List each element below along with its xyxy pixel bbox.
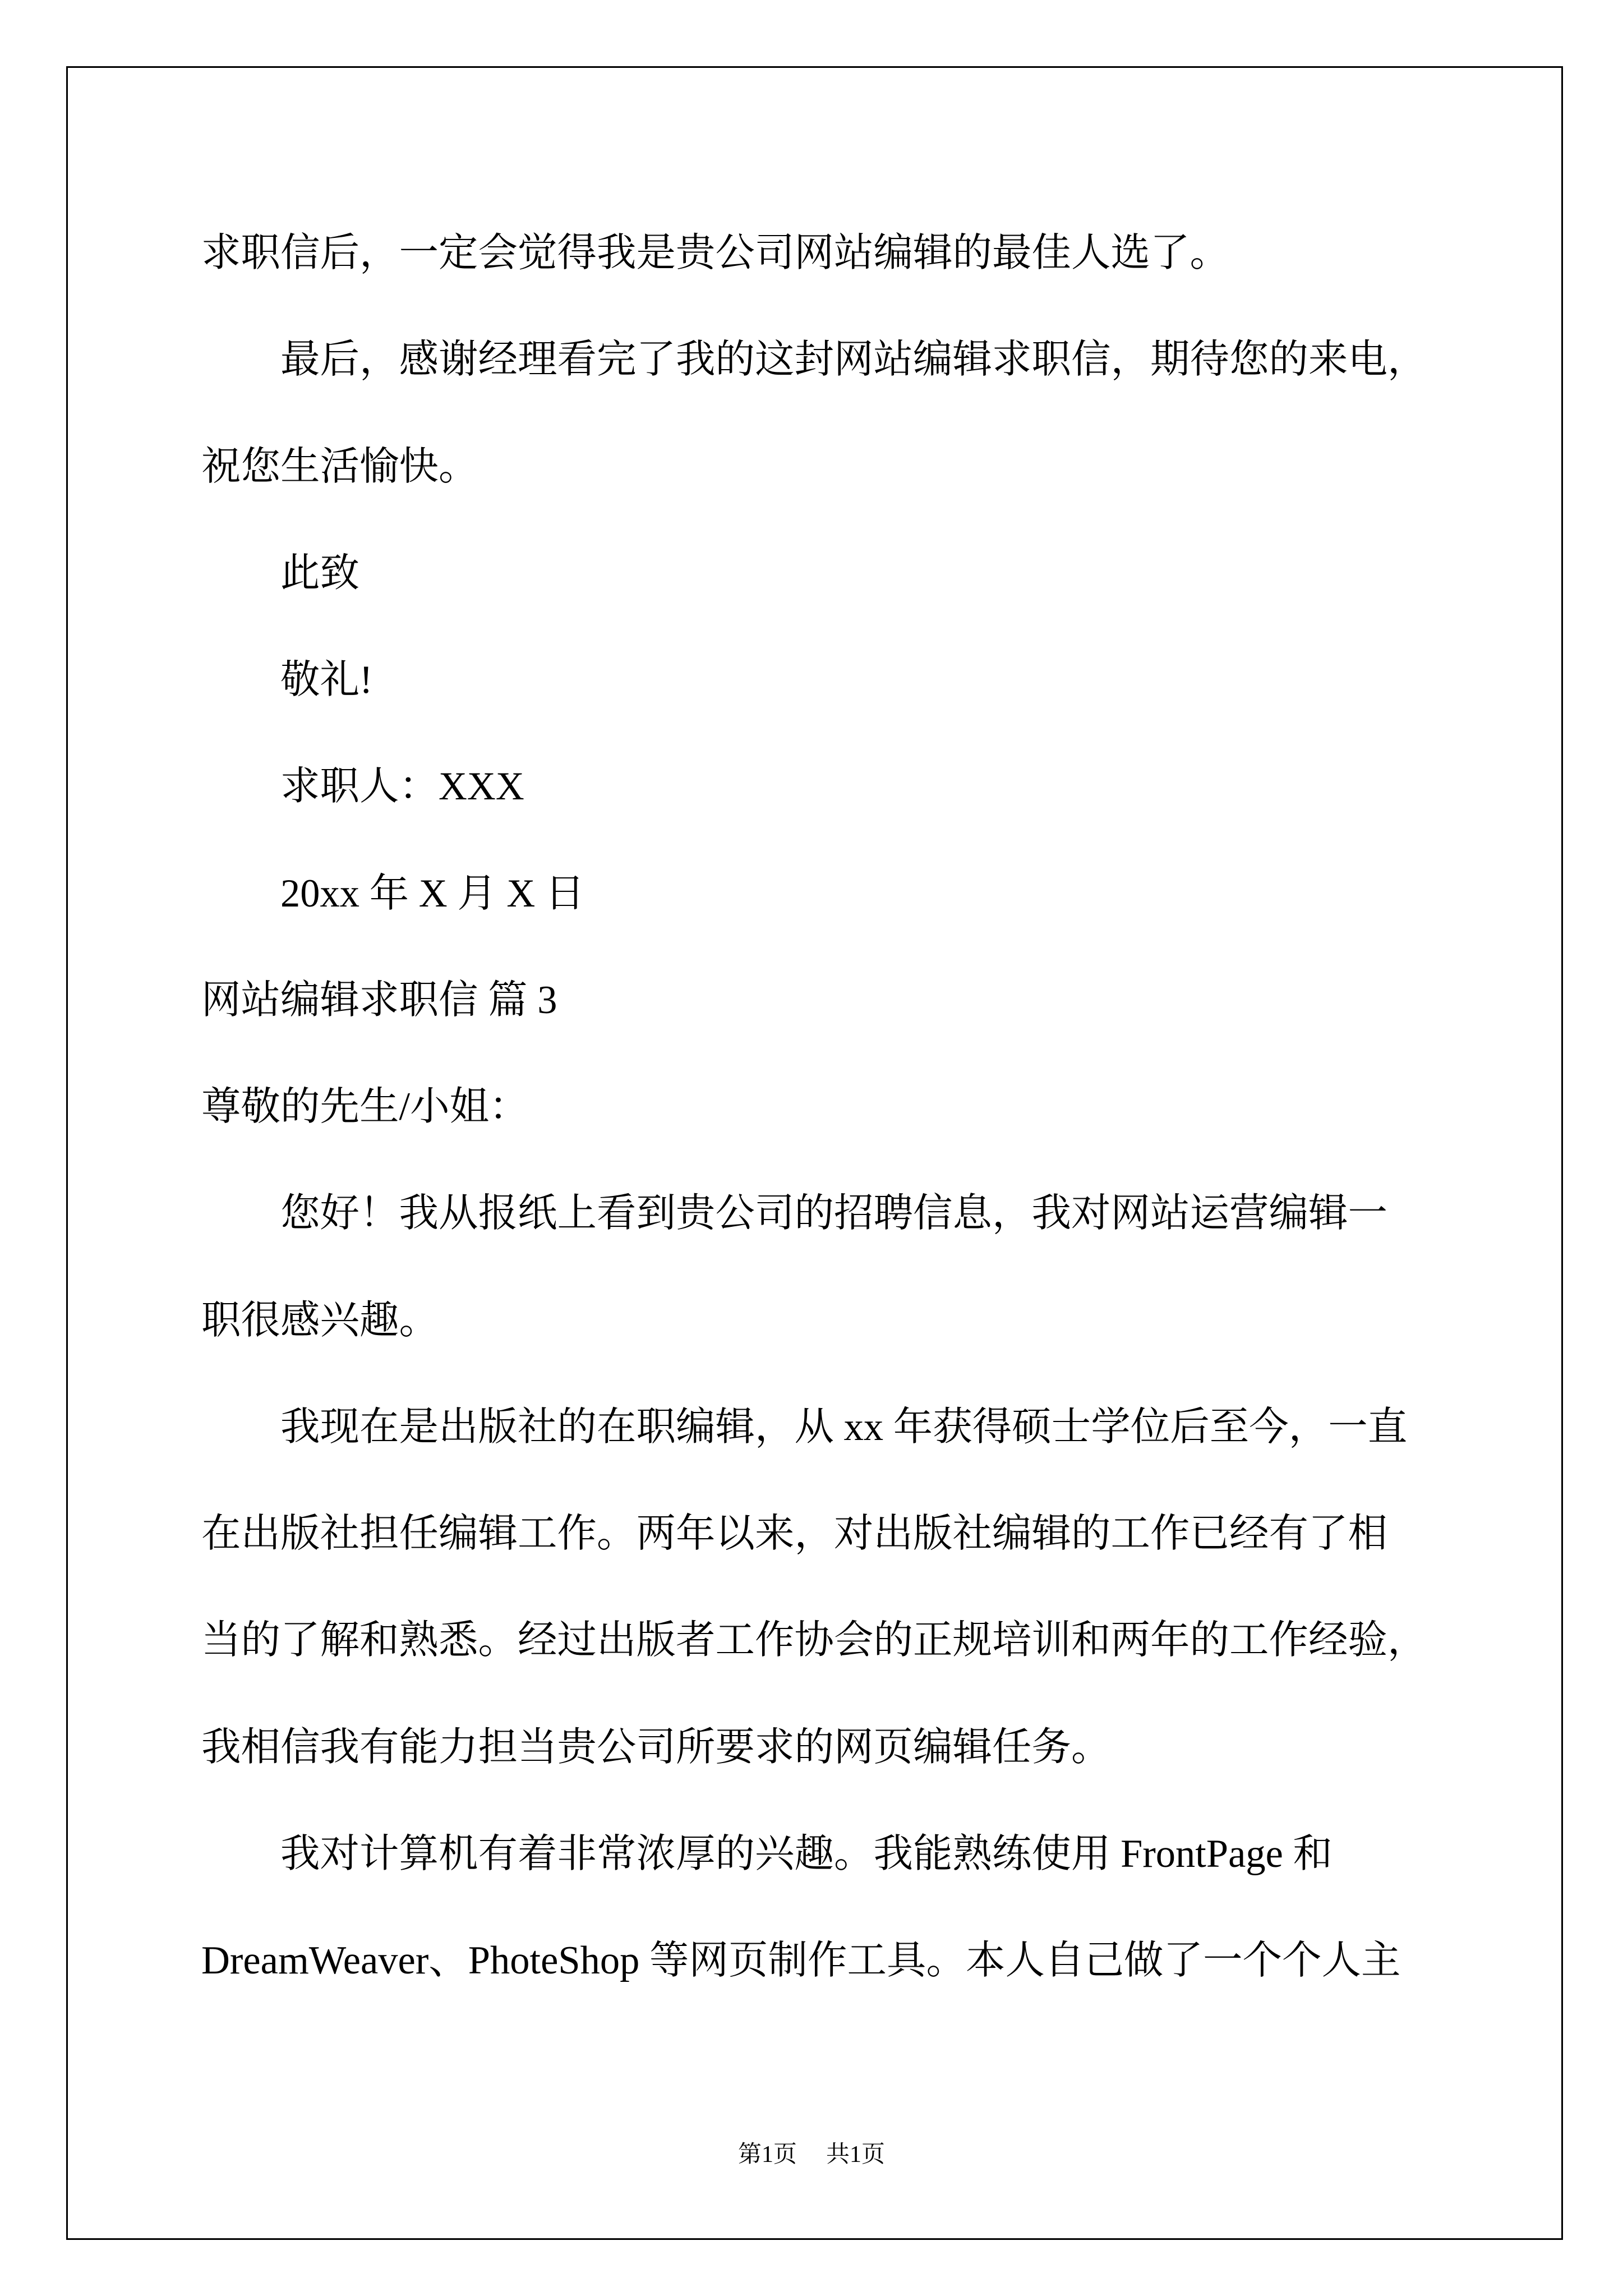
page-footer	[0, 2138, 1623, 2171]
text-line: 我相信我有能力担当贵公司所要求的网页编辑任务。	[201, 1725, 1111, 1769]
text-line: 敬礼!	[280, 658, 373, 702]
page-number: 第1页	[737, 2142, 797, 2168]
text-line: 职很感兴趣。	[201, 1298, 439, 1342]
text-line: 您好！我从报纸上看到贵公司的招聘信息，我对网站运营编辑一	[280, 1191, 1387, 1236]
text-line: 此致	[280, 551, 359, 595]
experience-paragraph	[201, 1374, 1491, 1801]
text-line: 在出版社担任编辑工作。两年以来，对出版社编辑的工作已经有了相	[201, 1512, 1387, 1556]
text-line: 20xx 年 X 月 X 日	[280, 871, 585, 915]
intro-paragraph	[201, 1160, 1491, 1374]
page-total: 共1页	[826, 2142, 886, 2168]
text-line: 最后，感谢经理看完了我的这封网站编辑求职信，期待您的来电，	[280, 338, 1427, 382]
text-line: 求职人：XXX	[280, 765, 524, 809]
text-line: 当的了解和熟悉。经过出版者工作协会的正规培训和两年的工作经验，	[201, 1618, 1427, 1663]
greeting	[201, 1053, 1491, 1160]
document-body	[201, 200, 1491, 2014]
continuation-paragraph	[201, 200, 1491, 306]
closing-regards	[201, 627, 1491, 733]
text-line: DreamWeaver、PhoteShop 等网页制作工具。本人自己做了一个个人主	[201, 1939, 1401, 1982]
applicant-signature	[201, 733, 1491, 840]
skills-paragraph	[201, 1801, 1491, 2014]
text-line: 求职信后，一定会觉得我是贵公司网站编辑的最佳人选了。	[201, 231, 1229, 275]
text-line: 祝您生活愉快。	[201, 444, 478, 489]
section-heading	[201, 947, 1491, 1053]
text-line: 网站编辑求职信 篇 3	[201, 978, 557, 1022]
text-line: 我对计算机有着非常浓厚的兴趣。我能熟练使用 FrontPage 和	[280, 1832, 1333, 1876]
closing-paragraph	[201, 306, 1491, 520]
closing-salutation	[201, 520, 1491, 627]
date-line	[201, 840, 1491, 947]
text-line: 我现在是出版社的在职编辑，从 xx 年获得硕士学位后至今，一直	[280, 1405, 1408, 1449]
text-line: 尊敬的先生/小姐：	[201, 1085, 529, 1129]
